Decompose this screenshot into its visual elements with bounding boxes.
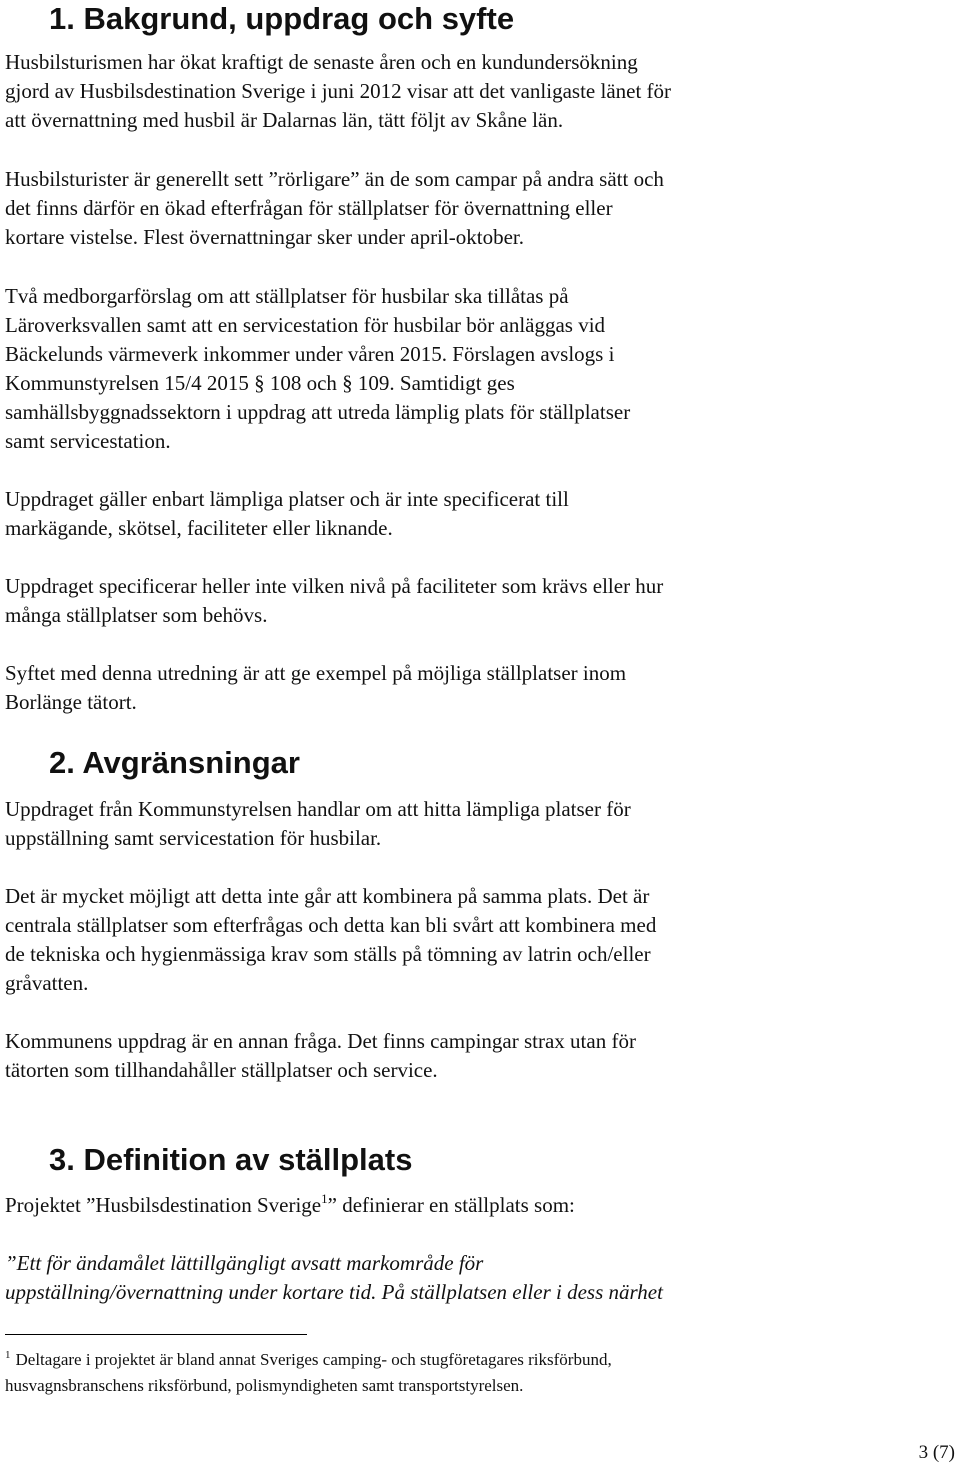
section-1-heading: 1. Bakgrund, uppdrag och syfte <box>49 1 515 36</box>
text-line: Kommunens uppdrag är en annan fråga. Det finns campingar strax utan för <box>5 1029 636 1053</box>
section-1-paragraph-2 <box>5 165 953 252</box>
section-2-paragraph-2 <box>5 882 953 998</box>
text-line: Husbilsturismen har ökat kraftigt de senaste åren och en kundundersökning <box>5 50 638 74</box>
text-line: Det är mycket möjligt att detta inte går att kombinera på samma plats. Det är <box>5 884 650 908</box>
section-2-paragraph-1 <box>5 795 953 853</box>
text-line: Två medborgarförslag om att ställplatser för husbilar ska tillåtas på <box>5 284 569 308</box>
text-line: uppställning samt servicestation för husbilar. <box>5 826 382 850</box>
page-number: 3 (7) <box>918 1442 955 1463</box>
text-line: centrala ställplatser som efterfrågas och detta kan bli svårt att kombinera med <box>5 913 657 937</box>
text-line: Läroverksvallen samt att en servicestation för husbilar bör anläggas vid <box>5 313 606 337</box>
text-line: många ställplatser som behövs. <box>5 603 268 627</box>
section-1-paragraph-6 <box>5 659 953 717</box>
text-line: Bäckelunds värmeverk inkommer under våren 2015. Förslagen avslogs i <box>5 342 615 366</box>
footnote-reference[interactable]: 1 <box>321 1191 328 1206</box>
text-line: ”Ett för ändamålet lättillgängligt avsatt markområde för <box>5 1251 484 1275</box>
text-line: markägande, skötsel, faciliteter eller liknande. <box>5 516 393 540</box>
intro-text: Projektet ”Husbilsdestination Sverige <box>5 1193 322 1217</box>
footnote-number: 1 <box>5 1349 11 1361</box>
text-line: samt servicestation. <box>5 429 171 453</box>
footnote <box>5 1347 953 1399</box>
section-3-heading: 3. Definition av ställplats <box>49 1142 413 1177</box>
intro-text: ” definierar en ställplats som: <box>327 1193 575 1217</box>
section-1-paragraph-5 <box>5 572 953 630</box>
text-line: Kommunstyrelsen 15/4 2015 § 108 och § 109. Samtidigt ges <box>5 371 515 395</box>
text-line <box>5 1191 953 1220</box>
footnote-text: Deltagare i projektet är bland annat Sveriges camping- och stugföretagares riksförbund, <box>15 1350 612 1369</box>
text-line: samhällsbyggnadssektorn i uppdrag att utreda lämplig plats för ställplatser <box>5 400 631 424</box>
text-line: att övernattning med husbil är Dalarnas län, tätt följt av Skåne län. <box>5 108 564 132</box>
text-line: uppställning/övernattning under kortare tid. På ställplatsen eller i dess närhet <box>5 1280 663 1304</box>
section-3-quote <box>5 1249 953 1307</box>
text-line: Uppdraget gäller enbart lämpliga platser och är inte specificerat till <box>5 487 569 511</box>
text-line <box>5 1347 953 1373</box>
text-line: Uppdraget specificerar heller inte vilken nivå på faciliteter som krävs eller hur <box>5 574 664 598</box>
text-line: gjord av Husbilsdestination Sverige i juni 2012 visar att det vanligaste länet för <box>5 79 672 103</box>
text-line: husvagnsbranschens riksförbund, polismyndigheten samt transportstyrelsen. <box>5 1376 524 1395</box>
section-2-paragraph-3 <box>5 1027 953 1085</box>
text-line: Uppdraget från Kommunstyrelsen handlar om att hitta lämpliga platser för <box>5 797 631 821</box>
text-line: kortare vistelse. Flest övernattningar sker under april-oktober. <box>5 225 525 249</box>
section-3-intro <box>5 1191 953 1220</box>
text-line: Husbilsturister är generellt sett ”rörligare” än de som campar på andra sätt och <box>5 167 664 191</box>
footnote-separator <box>5 1334 307 1335</box>
text-line: tätorten som tillhandahåller ställplatser och service. <box>5 1058 438 1082</box>
text-line: Borlänge tätort. <box>5 690 137 714</box>
text-line: gråvatten. <box>5 971 89 995</box>
section-2-heading: 2. Avgränsningar <box>49 745 300 780</box>
section-1-paragraph-4 <box>5 485 953 543</box>
section-1-paragraph-1 <box>5 48 953 135</box>
text-line: Syftet med denna utredning är att ge exempel på möjliga ställplatser inom <box>5 661 627 685</box>
text-line: de tekniska och hygienmässiga krav som ställs på tömning av latrin och/eller <box>5 942 651 966</box>
section-1-paragraph-3 <box>5 282 953 456</box>
text-line: det finns därför en ökad efterfrågan för ställplatser för övernattning eller <box>5 196 613 220</box>
